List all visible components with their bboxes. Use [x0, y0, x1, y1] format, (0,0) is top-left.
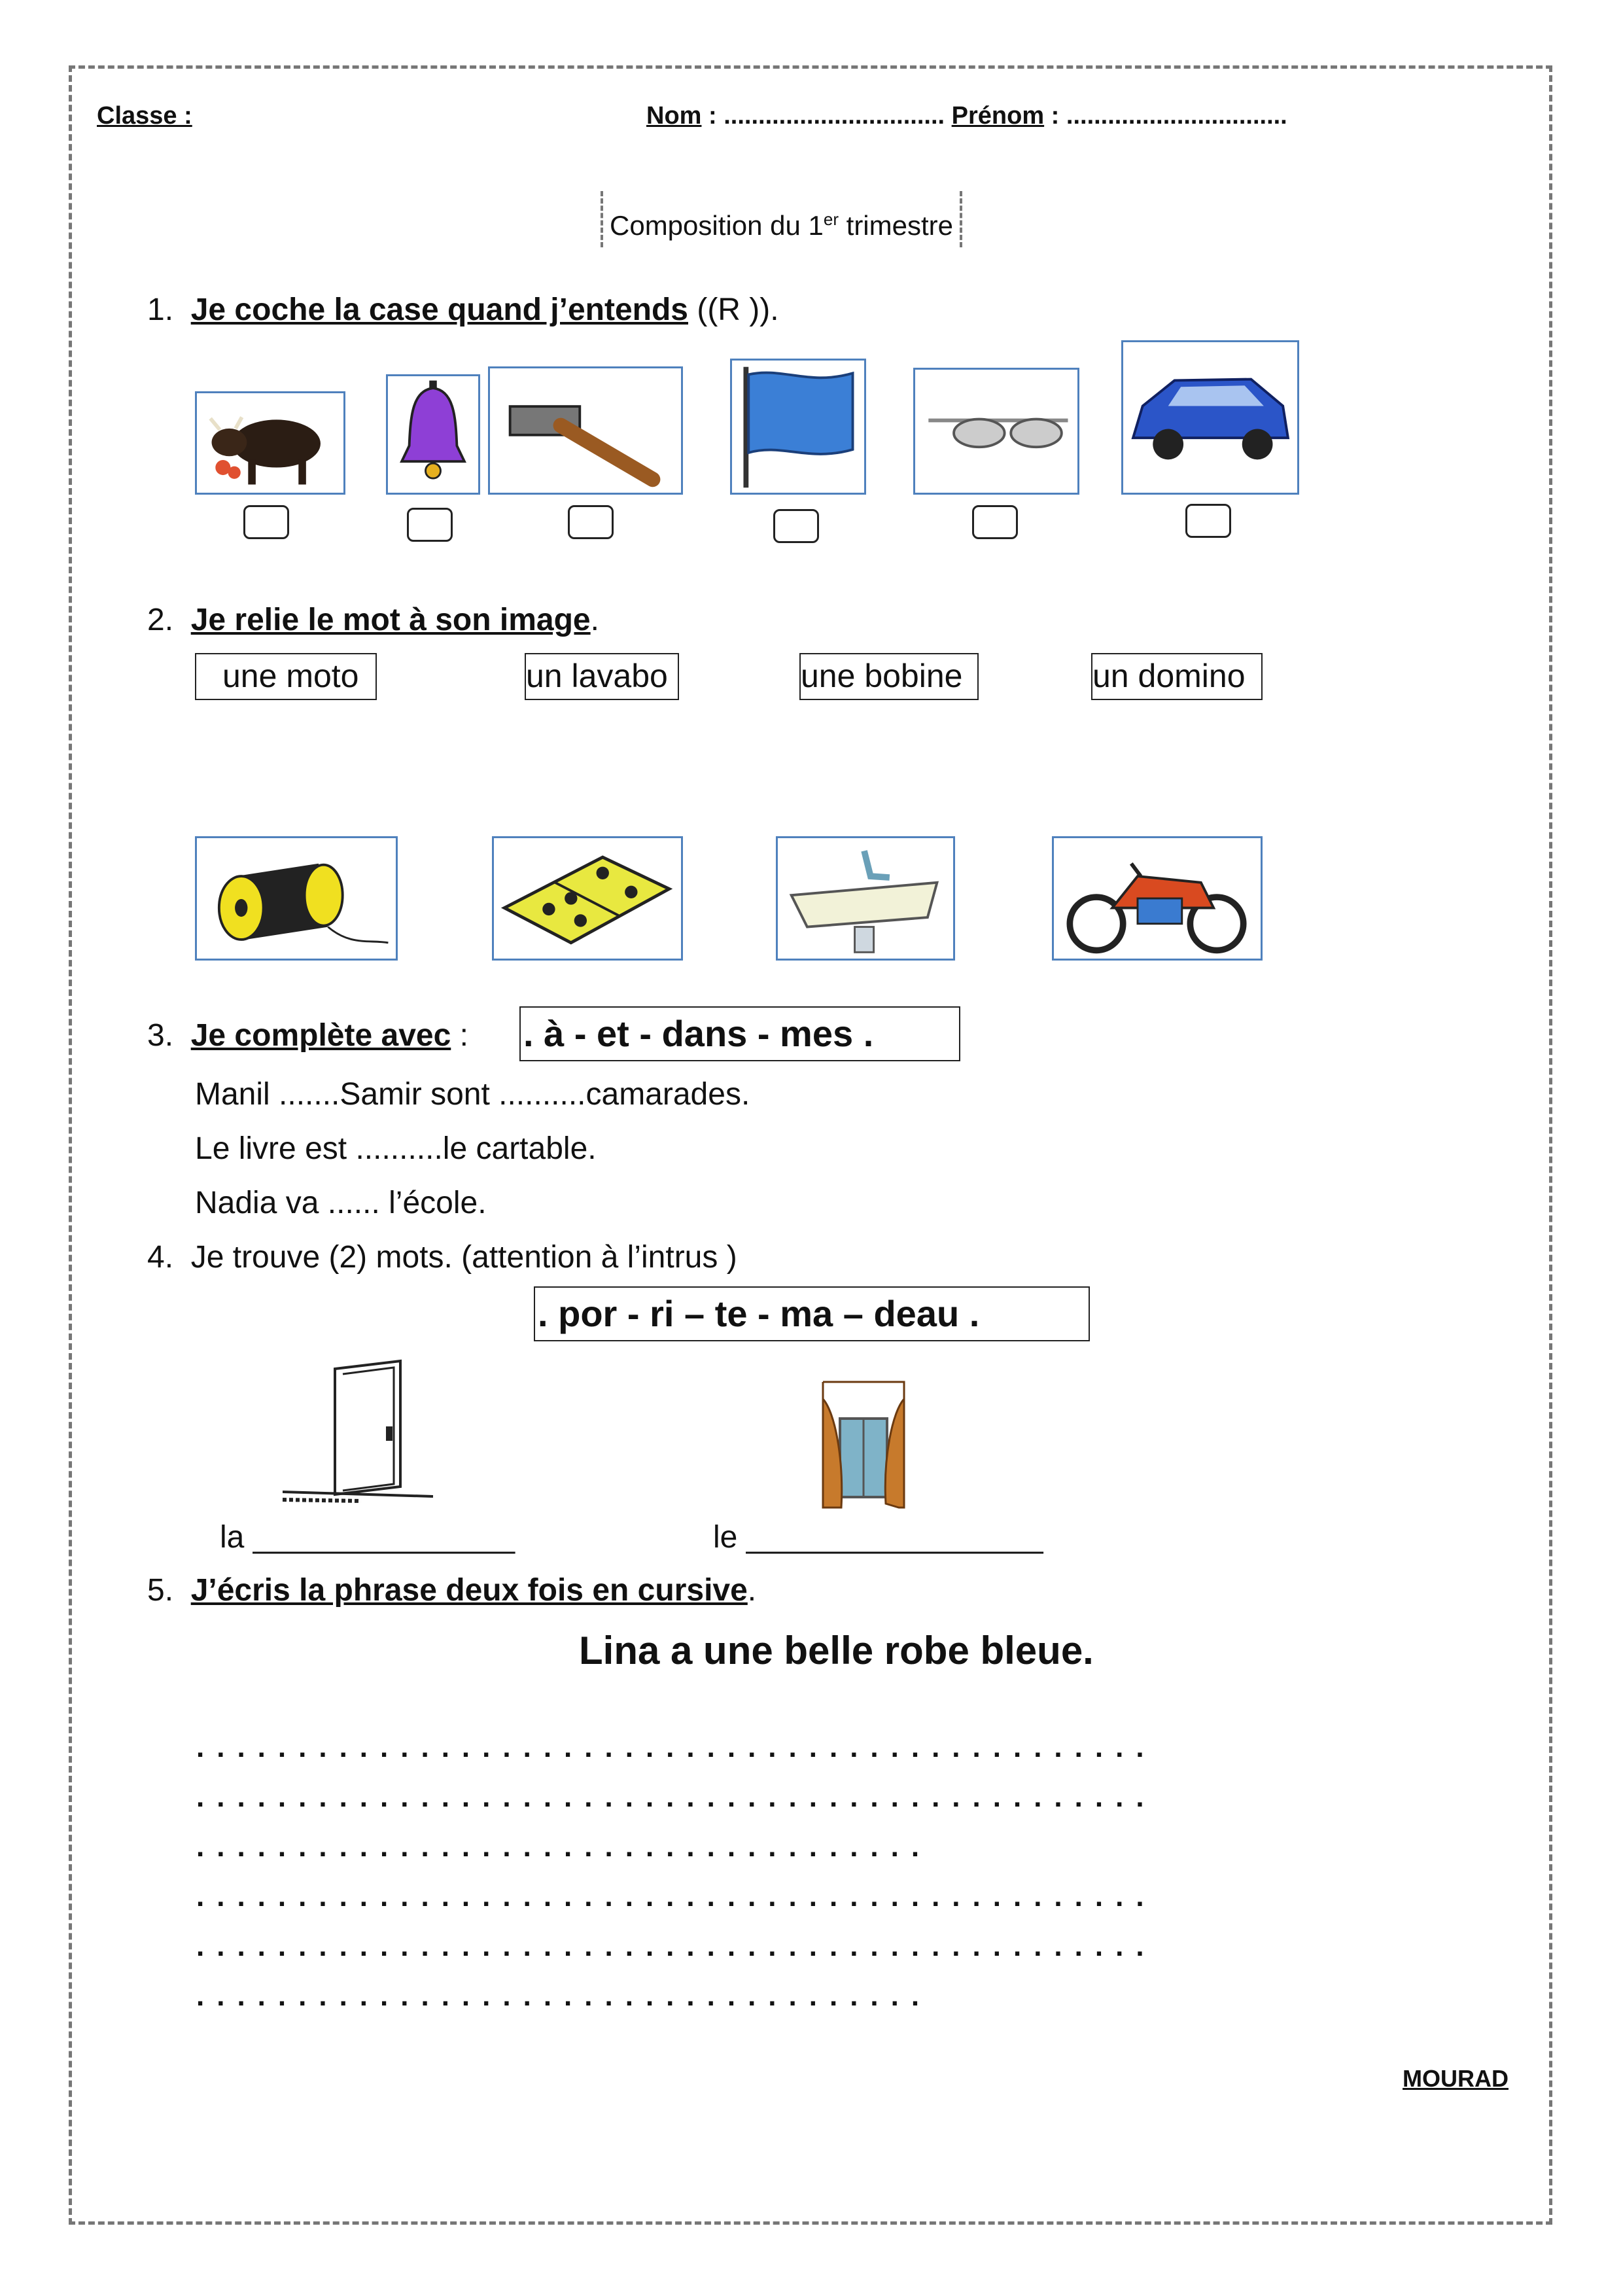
word-une-bobine[interactable]: une bobine — [799, 653, 979, 700]
q3-sentence-3: Nadia va ...... l’école. — [195, 1186, 487, 1220]
q4-syllable-bank: . por - ri – te - ma – deau . — [534, 1286, 1090, 1341]
writing-line-5[interactable]: ............................................... — [196, 1930, 1157, 1962]
q4-answer-la[interactable]: la _______________ — [220, 1520, 515, 1555]
sink-image — [776, 836, 955, 961]
word-un-lavabo[interactable]: un lavabo — [525, 653, 679, 700]
checkbox-car[interactable] — [1185, 504, 1231, 538]
flag-image — [730, 359, 866, 495]
hammer-image — [488, 366, 683, 495]
motorcycle-image — [1052, 836, 1263, 961]
bell-image — [386, 374, 480, 495]
window-image — [820, 1379, 907, 1509]
writing-line-3[interactable]: .................................... — [196, 1831, 932, 1863]
word-une-moto[interactable]: une moto — [195, 653, 377, 700]
checkbox-bull[interactable] — [243, 505, 289, 539]
bull-image — [195, 391, 345, 495]
writing-line-4[interactable]: ............................................... — [196, 1881, 1157, 1913]
writing-line-6[interactable]: .................................... — [196, 1980, 932, 2012]
checkbox-glasses[interactable] — [972, 505, 1018, 539]
classe-label: Classe : — [97, 102, 192, 130]
glasses-image — [913, 368, 1079, 495]
q2-heading: 2. Je relie le mot à son image. — [147, 603, 599, 637]
door-image — [283, 1356, 434, 1506]
word-un-domino[interactable]: un domino — [1091, 653, 1263, 700]
model-sentence: Lina a une belle robe bleue. — [579, 1629, 1094, 1672]
q5-heading: 5. J’écris la phrase deux fois en cursive. — [147, 1573, 757, 1608]
spool-image — [195, 836, 398, 961]
q4-answer-le[interactable]: le _________________ — [713, 1520, 1043, 1555]
q3-heading: 3. Je complète avec : — [147, 1018, 468, 1053]
q3-sentence-2: Le livre est ..........le cartable. — [195, 1131, 597, 1166]
q4-heading: 4. Je trouve (2) mots. (attention à l’intrus ) — [147, 1240, 737, 1275]
domino-image — [492, 836, 683, 961]
car-image — [1121, 340, 1299, 495]
checkbox-flag[interactable] — [773, 509, 819, 543]
author-signature: MOURAD — [1403, 2065, 1509, 2092]
checkbox-hammer[interactable] — [568, 505, 614, 539]
page-title: Composition du 1er trimestre — [601, 191, 962, 247]
q1-heading: 1. Je coche la case quand j’entends ((R )). — [147, 292, 779, 327]
q3-sentence-1: Manil .......Samir sont ..........camarades. — [195, 1077, 750, 1112]
writing-line-1[interactable]: ............................................... — [196, 1731, 1157, 1763]
writing-line-2[interactable]: ............................................... — [196, 1781, 1157, 1813]
nom-prenom-line: Nom : ................................ Prénom : ................................ — [646, 102, 1287, 130]
checkbox-bell[interactable] — [407, 508, 453, 542]
q3-word-bank: . à - et - dans - mes . — [519, 1006, 960, 1061]
